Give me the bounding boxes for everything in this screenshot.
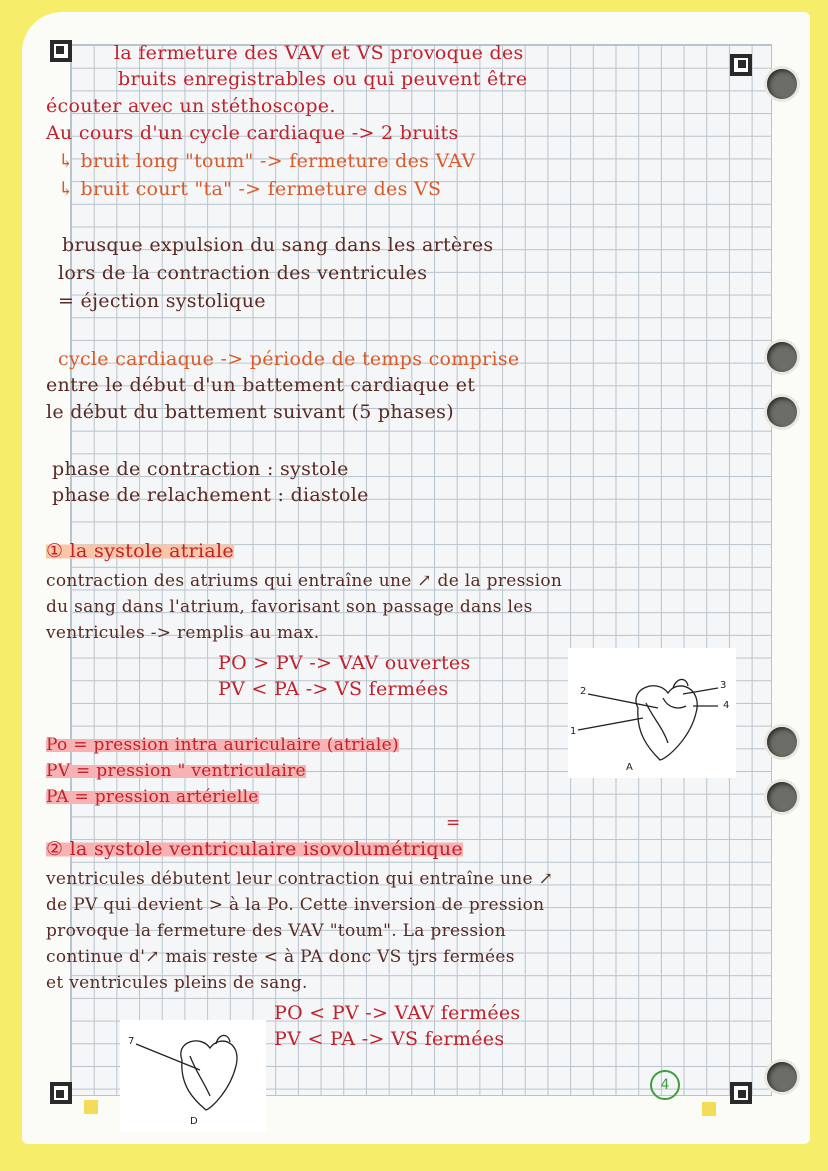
heart-diagram-d — [120, 1020, 266, 1132]
text-line: de PV qui devient > à la Po. Cette inversion de pression — [46, 895, 545, 915]
corner-mark-icon — [50, 1082, 72, 1104]
figure-label: 7 — [128, 1036, 135, 1047]
text-line: entre le début d'un battement cardiaque et — [46, 374, 476, 396]
text-line: PO < PV -> VAV fermées — [274, 1002, 521, 1024]
figure-caption: A — [626, 762, 633, 773]
figure-label: 1 — [570, 726, 577, 737]
figure-label: 2 — [580, 686, 587, 697]
text-line: PO > PV -> VAV ouvertes — [218, 652, 471, 674]
text-line: Au cours d'un cycle cardiaque -> 2 bruits — [46, 122, 459, 144]
text-line: provoque la fermeture des VAV "toum". La pression — [46, 921, 506, 941]
corner-mark-icon — [730, 1082, 752, 1104]
section-title — [46, 540, 234, 562]
yellow-square-icon — [84, 1100, 98, 1114]
binder-hole-icon — [767, 69, 797, 99]
text-line: la fermeture des VAV et VS provoque des — [114, 42, 524, 64]
text-line: ↳ bruit long "toum" -> fermeture des VAV — [58, 150, 476, 172]
binder-hole-icon — [767, 342, 797, 372]
text-line: ventricules -> remplis au max. — [46, 623, 320, 643]
text-line: lors de la contraction des ventricules — [58, 262, 428, 284]
text-line — [46, 122, 459, 144]
text-line: le début du battement suivant (5 phases) — [46, 401, 454, 423]
yellow-square-icon — [702, 1102, 716, 1116]
text-line: bruits enregistrables ou qui peuvent être — [118, 68, 528, 90]
section-title-text: ① la systole atriale — [46, 540, 234, 562]
iso-mark: = — [446, 813, 461, 833]
text-line: écouter avec un stéthoscope. — [46, 95, 336, 117]
binder-hole-icon — [767, 397, 797, 427]
corner-mark-icon — [50, 40, 72, 62]
text-line: cycle cardiaque -> période de temps comprise — [58, 348, 520, 370]
figure-label: 3 — [720, 680, 727, 691]
text-line: PV < PA -> VS fermées — [218, 678, 449, 700]
abbreviation-text: PV = pression " ventriculaire — [46, 761, 306, 781]
text-line — [46, 786, 259, 808]
heart-diagram-icon — [568, 648, 736, 778]
text-line: PV < PA -> VS fermées — [274, 1028, 505, 1050]
text-line: phase de relachement : diastole — [52, 484, 369, 506]
text-line: = éjection systolique — [58, 290, 266, 312]
corner-mark-icon — [730, 54, 752, 76]
section-title — [46, 838, 463, 860]
text-line: et ventricules pleins de sang. — [46, 973, 308, 993]
figure-caption: D — [190, 1116, 198, 1127]
binder-hole-icon — [767, 1062, 797, 1092]
page-number: 4 — [650, 1070, 680, 1100]
text-line: du sang dans l'atrium, favorisant son passage dans les — [46, 597, 533, 617]
section-title-text: ② la systole ventriculaire isovolumétrique — [46, 838, 463, 860]
text-line: contraction des atriums qui entraîne une ↗ de la pression — [46, 571, 563, 591]
binder-hole-icon — [767, 727, 797, 757]
abbreviation-text: Po = pression intra auriculaire (atriale) — [46, 735, 399, 755]
text-line — [46, 760, 306, 782]
text-line: phase de contraction : systole — [52, 458, 349, 480]
abbreviation-text: PA = pression artérielle — [46, 787, 259, 807]
text-line: continue d'↗ mais reste < à PA donc VS tjrs fermées — [46, 947, 515, 967]
text-line: ventricules débutent leur contraction qui entraîne une ↗ — [46, 869, 554, 889]
heart-diagram-a — [568, 648, 736, 778]
text-line — [46, 734, 399, 756]
figure-label: 4 — [723, 700, 730, 711]
notebook-page — [22, 12, 810, 1144]
text-line: ↳ bruit court "ta" -> fermeture des VS — [58, 178, 442, 200]
text-line: brusque expulsion du sang dans les artères — [62, 234, 494, 256]
binder-hole-icon — [767, 782, 797, 812]
